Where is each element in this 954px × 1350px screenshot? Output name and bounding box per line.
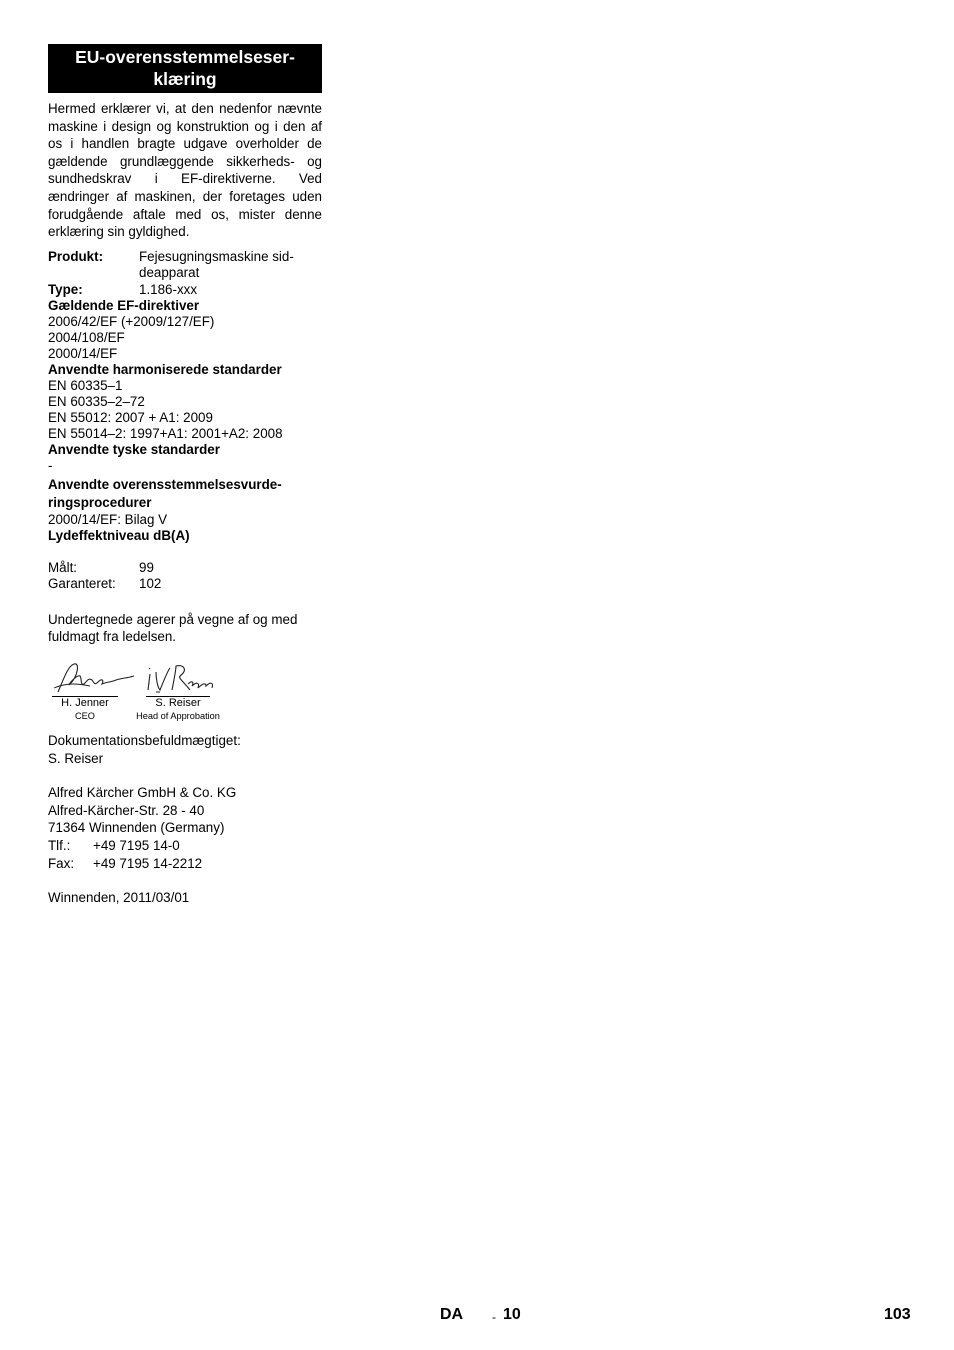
company-phone-row	[48, 837, 322, 855]
directives-title: Gældende EF-direktiver	[48, 297, 200, 313]
signatory-1	[52, 660, 118, 723]
product-label: Produkt:	[48, 248, 104, 264]
sound-guaranteed-value: 102	[139, 575, 162, 591]
phone-label: Tlf.:	[48, 837, 71, 853]
title-line-1: EU-overensstemmelseser-	[75, 47, 295, 67]
company-name: Alfred Kärcher GmbH & Co. KG	[48, 785, 237, 801]
standard-item: EN 60335–2–72	[48, 393, 145, 409]
directive-item: 2000/14/EF	[48, 345, 118, 361]
documentation-label: Dokumentationsbefuldmægtiget:	[48, 732, 241, 748]
footer-dash: -	[492, 1310, 496, 1324]
product-value-line-2: deapparat	[139, 264, 200, 280]
sound-guaranteed-row	[48, 576, 322, 592]
signed-statement: Undertegnede agerer på vegne af og med fuldmagt fra ledelsen.	[48, 611, 298, 645]
sound-measured-label: Målt:	[48, 559, 78, 575]
phone-value: +49 7195 14-0	[93, 837, 180, 853]
directive-item: 2004/108/EF	[48, 329, 125, 345]
documentation-name: S. Reiser	[48, 750, 104, 766]
directive-item: 2006/42/EF (+2009/127/EF)	[48, 313, 215, 329]
sound-guaranteed-label: Garanteret:	[48, 575, 116, 591]
procedures-title-line-1: Anvendte overensstemmelsesvurde-	[48, 476, 282, 492]
standard-item: EN 60335–1	[48, 377, 123, 393]
standard-item: EN 55012: 2007 + A1: 2009	[48, 409, 213, 425]
company-fax-row	[48, 855, 322, 873]
product-value-line-1: Fejesugningsmaskine sid-	[139, 248, 294, 264]
signatory-2-role: Head of Approbation	[136, 710, 220, 721]
signature-jenner-image	[50, 660, 136, 696]
signatory-2-name: S. Reiser	[146, 696, 210, 710]
company-street: Alfred-Kärcher-Str. 28 - 40	[48, 802, 205, 818]
fax-label: Fax:	[48, 855, 75, 871]
company-city: 71364 Winnenden (Germany)	[48, 820, 225, 836]
type-label: Type:	[48, 281, 83, 297]
type-value: 1.186-xxx	[139, 281, 198, 297]
procedures-title-line-2: ringsprocedurer	[48, 494, 152, 510]
signatory-1-name: H. Jenner	[52, 696, 118, 710]
signatory-2	[136, 660, 220, 723]
product-row	[48, 249, 322, 282]
harmonised-title: Anvendte harmoniserede standarder	[48, 361, 282, 377]
page-title	[48, 44, 322, 93]
place-date: Winnenden, 2011/03/01	[48, 890, 190, 906]
signature-block	[48, 660, 322, 722]
signatory-1-role: CEO	[75, 710, 95, 721]
declaration-column	[48, 44, 322, 907]
intro-paragraph: Hermed erklærer vi, at den nedenfor nævnte maskine i design og konstruktion og i den af os i handlen bragte udgave overholder de gældende grundlæggende sikkerheds- og sundhedskrav i EF-direktiverne. Ved ændringer af maskinen, der foretages uden forudgående aftale med os, mister denne erklæring sin gyldighed.	[48, 101, 322, 240]
type-row	[48, 282, 322, 298]
title-line-2: klæring	[153, 69, 217, 89]
footer-language: DA	[440, 1306, 464, 1323]
procedures-title	[48, 476, 322, 512]
procedures-value: 2000/14/EF: Bilag V	[48, 511, 168, 527]
sound-measured-value: 99	[139, 559, 154, 575]
sound-title: Lydeffektniveau dB(A)	[48, 527, 190, 543]
fax-value: +49 7195 14-2212	[93, 855, 203, 871]
german-standards-title: Anvendte tyske standarder	[48, 441, 220, 457]
standard-item: EN 55014–2: 1997+A1: 2001+A2: 2008	[48, 425, 283, 441]
page-number: 103	[884, 1306, 911, 1323]
signature-reiser-image	[136, 660, 220, 696]
german-standards-value: -	[48, 457, 53, 473]
sound-measured-row	[48, 560, 322, 576]
footer-section: 10	[503, 1306, 521, 1323]
